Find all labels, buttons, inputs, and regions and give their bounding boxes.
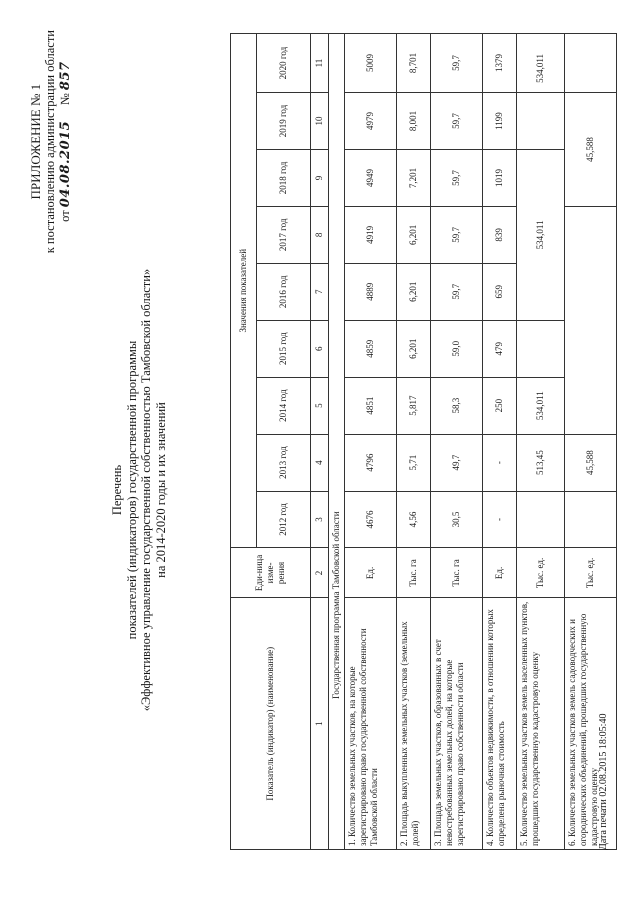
column-number: 3 [311, 491, 329, 548]
indicator-value: 839 [483, 206, 517, 263]
indicator-value: 59,0 [431, 320, 483, 377]
indicator-value: 59,7 [431, 149, 483, 206]
header-year: 2019 год [257, 93, 311, 150]
indicator-value: 59,7 [431, 206, 483, 263]
indicator-value: 479 [483, 320, 517, 377]
indicator-value: 4889 [345, 263, 397, 320]
header-indicator: Показатель (индикатор) (наименование) [231, 598, 311, 850]
header-year: 2018 год [257, 149, 311, 206]
header-year: 2020 год [257, 34, 311, 93]
indicator-value: 5,71 [397, 434, 431, 491]
table-row [397, 34, 431, 850]
indicator-value: 4,56 [397, 491, 431, 548]
header-year: 2012 год [257, 491, 311, 548]
indicator-value: 8,001 [397, 93, 431, 150]
header-year: 2015 год [257, 320, 311, 377]
indicator-value: 4919 [345, 206, 397, 263]
indicator-value: 659 [483, 263, 517, 320]
column-number: 7 [311, 263, 329, 320]
table-row [345, 34, 397, 850]
document-page [20, 20, 620, 870]
indicator-value: 534,011 [517, 377, 565, 434]
column-number: 4 [311, 434, 329, 491]
indicator-value: 4796 [345, 434, 397, 491]
indicator-value: 4851 [345, 377, 397, 434]
indicator-value: - [483, 491, 517, 548]
indicator-value: 4676 [345, 491, 397, 548]
document-header [28, 30, 73, 253]
indicator-value-merged: 534,011 [517, 149, 565, 320]
indicator-name: 6. Количество земельных участков земель садоводческих и огороднических объединений, прошедших государственную кадастровую оценку [565, 598, 617, 850]
indicator-value [517, 491, 565, 548]
indicator-value: 59,7 [431, 34, 483, 93]
column-number: 2 [311, 548, 329, 598]
indicator-value: 58,3 [431, 377, 483, 434]
handwritten-date: 04.08.2015 [58, 120, 73, 208]
table-row [483, 34, 517, 850]
indicator-name: 4. Количество объектов недвижимости, в отношении которых определена рыночная стоимость [483, 598, 517, 850]
decree-reference: к постановлению администрации области [43, 30, 57, 254]
indicator-unit: Тыс. га [431, 548, 483, 598]
column-number: 1 [311, 598, 329, 850]
indicator-value [565, 34, 617, 93]
indicator-value: 513,45 [517, 434, 565, 491]
indicator-value: 7,201 [397, 149, 431, 206]
column-number: 8 [311, 206, 329, 263]
document-title [110, 110, 168, 870]
indicator-value: 8,701 [397, 34, 431, 93]
indicator-value [517, 93, 565, 150]
indicator-value: 4949 [345, 149, 397, 206]
indicator-value: 4979 [345, 93, 397, 150]
indicator-value [565, 206, 617, 434]
decree-date-number [58, 30, 73, 253]
indicator-name: 2. Площадь выкупленных земельных участков (земельных долей) [397, 598, 431, 850]
indicator-value: 59,7 [431, 93, 483, 150]
header-year: 2017 год [257, 206, 311, 263]
column-number: 10 [311, 93, 329, 150]
indicator-value: 4859 [345, 320, 397, 377]
indicator-value [517, 320, 565, 377]
number-prefix: № [58, 93, 72, 106]
indicator-value: 5,817 [397, 377, 431, 434]
column-number: 5 [311, 377, 329, 434]
indicator-value: 6,201 [397, 206, 431, 263]
indicator-value: 1199 [483, 93, 517, 150]
table-row [517, 34, 565, 850]
header-year: 2014 год [257, 377, 311, 434]
indicator-unit: Тыс. ед. [517, 548, 565, 598]
indicator-value-merged: 45,588 [565, 93, 617, 207]
appendix-label: ПРИЛОЖЕНИЕ № 1 [28, 83, 43, 200]
from-prefix: от [58, 210, 72, 222]
indicator-value: 49,7 [431, 434, 483, 491]
header-unit: Еди-ница изме-рения [231, 548, 311, 598]
indicator-value-merged: 534,011 [517, 34, 565, 93]
table-row [431, 34, 483, 850]
print-date: Дата печати 02.08.2015 18:05:40 [598, 713, 609, 850]
indicator-name: 5. Количество земельных участков земель населенных пунктов, прошедших государственную кадастровую оценку [517, 598, 565, 850]
column-number: 6 [311, 320, 329, 377]
column-number: 9 [311, 149, 329, 206]
header-year: 2016 год [257, 263, 311, 320]
indicator-value: 30,5 [431, 491, 483, 548]
indicator-name: 1. Количество земельных участков, на которые зарегистрировано право государственной собственности Тамбовской области [345, 598, 397, 850]
indicator-name: 3. Площадь земельных участков, образованных в счет невостребованных земельных долей, на которые зарегистрировано право собственности области [431, 598, 483, 850]
indicator-value: 250 [483, 377, 517, 434]
column-number: 11 [311, 34, 329, 93]
header-year: 2013 год [257, 434, 311, 491]
title-line-2: показателей (индикаторов) государственной программы [124, 340, 139, 640]
title-line-4: на 2014-2020 годы и их значений [153, 402, 168, 578]
indicator-value: 1019 [483, 149, 517, 206]
indicator-value: 6,201 [397, 320, 431, 377]
indicator-value: 6,201 [397, 263, 431, 320]
handwritten-number: 857 [58, 61, 73, 91]
indicator-unit: Тыс. ед. [565, 548, 617, 598]
indicator-value [565, 491, 617, 548]
indicator-value: 45,588 [565, 434, 617, 491]
indicators-table [230, 33, 617, 850]
header-values: Значения показателей [231, 34, 257, 548]
indicator-unit: Ед. [345, 548, 397, 598]
indicator-value: 5009 [345, 34, 397, 93]
title-line-1: Перечень [110, 464, 124, 516]
title-line-3: «Эффективное управление государственной собственностью Тамбовской области» [139, 268, 153, 712]
indicator-value: 59,7 [431, 263, 483, 320]
indicator-unit: Ед. [483, 548, 517, 598]
indicator-value: - [483, 434, 517, 491]
indicator-value: 1379 [483, 34, 517, 93]
indicator-unit: Тыс. га [397, 548, 431, 598]
section-row: Государственная программа Тамбовской области [329, 34, 345, 850]
